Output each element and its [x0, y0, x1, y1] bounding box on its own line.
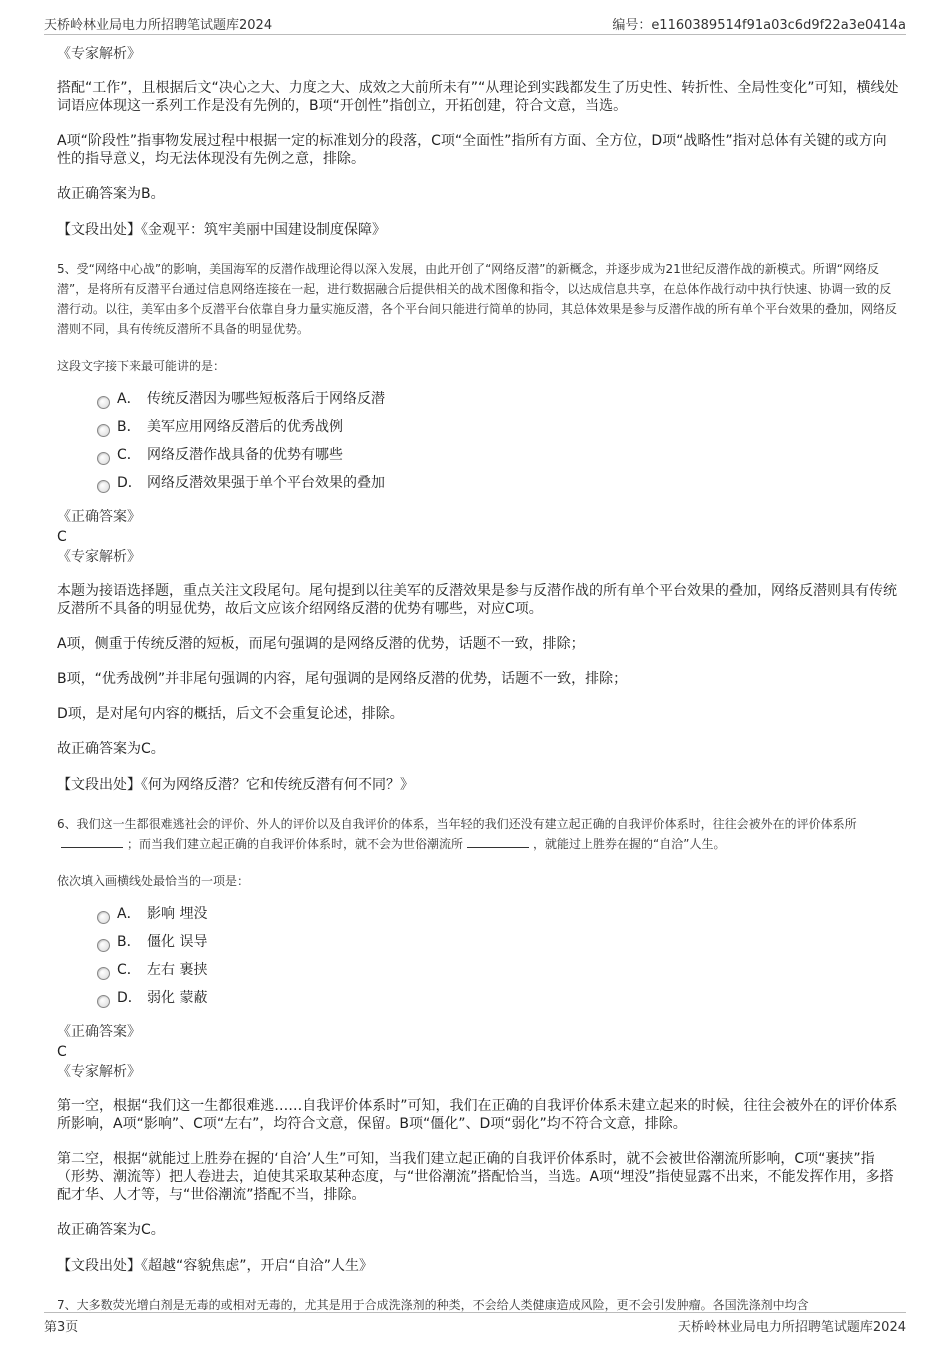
option-text: 美军应用网络反潜后的优秀战例 [147, 419, 343, 435]
option-c[interactable] [95, 445, 900, 473]
option-letter: D． [117, 475, 142, 491]
expert-analysis-label: 《专家解析》 [57, 1064, 141, 1080]
question-5-options [95, 389, 900, 501]
radio-icon[interactable] [97, 911, 110, 924]
question-6-options [95, 904, 900, 1016]
option-text: 影响 埋没 [147, 906, 208, 922]
fill-blank-1 [61, 835, 123, 848]
analysis-paragraph: 故正确答案为C。 [57, 1222, 165, 1238]
expert-analysis-label: 《专家解析》 [57, 549, 141, 565]
radio-icon[interactable] [97, 480, 110, 493]
option-d[interactable] [95, 988, 900, 1016]
page-footer [44, 1312, 906, 1335]
footer-title: 天桥岭林业局电力所招聘笔试题库2024 [677, 1320, 906, 1335]
fill-blank-2 [467, 835, 529, 848]
analysis-paragraph: A项“阶段性”指事物发展过程中根据一定的标准划分的段落，C项“全面性”指所有方面、全方位，D项“战略性”指对总体有关键的或方向性的指导意义，均无法体现没有先例之意，排除。 [57, 133, 887, 167]
option-letter: A． [117, 391, 141, 407]
analysis-paragraph: 故正确答案为C。 [57, 741, 165, 757]
question-6-text [57, 814, 900, 854]
question-6-part1: 6、我们这一生都很难逃社会的评价、外人的评价以及自我评价的体系，当年轻的我们还没有建立起正确的自我评价体系时，往往会被外在的评价体系所 [57, 817, 857, 831]
option-letter: C． [117, 447, 141, 463]
radio-icon[interactable] [97, 995, 110, 1008]
analysis-paragraph: 搭配“工作”，且根据后文“决心之大、力度之大、成效之大前所未有”“从理论到实践都发生了历史性、转折性、全局性变化”可知，横线处词语应体现这一系列工作是没有先例的，B项“开创性”指创立，开拓创建，符合文意，当选。 [57, 80, 899, 114]
question-5-text: 5、受“网络中心战”的影响，美国海军的反潜作战理论得以深入发展，由此开创了“网络反潜”的新概念，并逐步成为21世纪反潜作战的新模式。所谓“网络反潜”，是将所有反潜平台通过信息网络连接在一起，进行数据融合后提供相关的战术图像和指令，以达成信息共享，在总体作战行动中执行快速、协调一致的反潜行动。以往，美军由多个反潜平台依靠自身力量实施反潜，各个平台间只能进行简单的协同，其总体效果是参与反潜作战的所有单个平台效果的叠加，网络反潜则不同，具有传统反潜所不具备的明显优势。 [57, 262, 898, 336]
option-text: 传统反潜因为哪些短板落后于网络反潜 [147, 391, 385, 407]
question-6-prompt: 依次填入画横线处最恰当的一项是： [57, 874, 250, 888]
option-letter: C． [117, 962, 141, 978]
option-text: 僵化 误导 [147, 934, 208, 950]
correct-answer-label: 《正确答案》 [57, 1024, 141, 1040]
page-number: 第3页 [44, 1320, 79, 1335]
page-content [57, 44, 900, 1333]
radio-icon[interactable] [97, 967, 110, 980]
option-letter: A． [117, 906, 141, 922]
source-citation: 【文段出处】《何为网络反潜？它和传统反潜有何不同？》 [57, 777, 414, 793]
option-letter: D． [117, 990, 142, 1006]
question-6-part2: ；而当我们建立起正确的自我评价体系时，就不会为世俗潮流所 [127, 837, 464, 851]
option-b[interactable] [95, 417, 900, 445]
analysis-paragraph: B项，“优秀战例”并非尾句强调的内容，尾句强调的是网络反潜的优势，话题不一致，排除； [57, 671, 628, 687]
option-text: 左右 裹挟 [147, 962, 208, 978]
header-title: 天桥岭林业局电力所招聘笔试题库2024 [44, 18, 273, 33]
analysis-paragraph: 第二空，根据“就能过上胜券在握的‘自洽’人生”可知，当我们建立起正确的自我评价体系时，就不会被世俗潮流所影响，C项“裹挟”指（形势、潮流等）把人卷进去，迫使其采取某种态度，与“世俗潮流”搭配恰当，当选。A项“埋没”指使显露不出来，不能发挥作用，多搭配才华、人才等，与“世俗潮流”搭配不当，排除。 [57, 1151, 894, 1203]
correct-answer: C [57, 1044, 67, 1060]
option-text: 网络反潜作战具备的优势有哪些 [147, 447, 343, 463]
correct-answer-label: 《正确答案》 [57, 509, 141, 525]
option-letter: B． [117, 419, 141, 435]
source-citation: 【文段出处】《超越“容貌焦虑”，开启“自洽”人生》 [57, 1258, 374, 1274]
option-a[interactable] [95, 389, 900, 417]
option-text: 弱化 蒙蔽 [147, 990, 208, 1006]
header-doc-code: 编号：e1160389514f91a03c6d9f22a3e0414a [612, 18, 906, 33]
page-header [44, 12, 906, 35]
question-6-part3: ，就能过上胜券在握的“自洽”人生。 [533, 837, 726, 851]
option-letter: B． [117, 934, 141, 950]
radio-icon[interactable] [97, 396, 110, 409]
option-b[interactable] [95, 932, 900, 960]
analysis-paragraph: 第一空，根据“我们这一生都很难逃……自我评价体系时”可知，我们在正确的自我评价体系未建立起来的时候，往往会被外在的评价体系所影响，A项“影响”、C项“左右”，均符合文意，保留。B项“僵化”、D项“弱化”均不符合文意，排除。 [57, 1098, 898, 1132]
radio-icon[interactable] [97, 939, 110, 952]
radio-icon[interactable] [97, 424, 110, 437]
question-7-text: 7、大多数荧光增白剂是无毒的或相对无毒的，尤其是用于合成洗涤剂的种类，不会给人类健康造成风险，更不会引发肿瘤。各国洗涤剂中均含 [57, 1298, 809, 1312]
radio-icon[interactable] [97, 452, 110, 465]
expert-analysis-label: 《专家解析》 [57, 46, 141, 62]
option-a[interactable] [95, 904, 900, 932]
analysis-paragraph: 本题为接语选择题，重点关注文段尾句。尾句提到以往美军的反潜效果是参与反潜作战的所有单个平台效果的叠加，网络反潜则具有传统反潜所不具备的明显优势，故后文应该介绍网络反潜的优势有哪些，对应C项。 [57, 583, 897, 617]
analysis-paragraph: D项，是对尾句内容的概括，后文不会重复论述，排除。 [57, 706, 404, 722]
option-text: 网络反潜效果强于单个平台效果的叠加 [147, 475, 385, 491]
question-5-prompt: 这段文字接下来最可能讲的是： [57, 359, 226, 373]
source-citation: 【文段出处】《金观平：筑牢美丽中国建设制度保障》 [57, 222, 386, 238]
option-d[interactable] [95, 473, 900, 501]
correct-answer: C [57, 529, 67, 545]
analysis-paragraph: A项，侧重于传统反潜的短板，而尾句强调的是网络反潜的优势，话题不一致，排除； [57, 636, 585, 652]
analysis-paragraph: 故正确答案为B。 [57, 186, 165, 202]
option-c[interactable] [95, 960, 900, 988]
